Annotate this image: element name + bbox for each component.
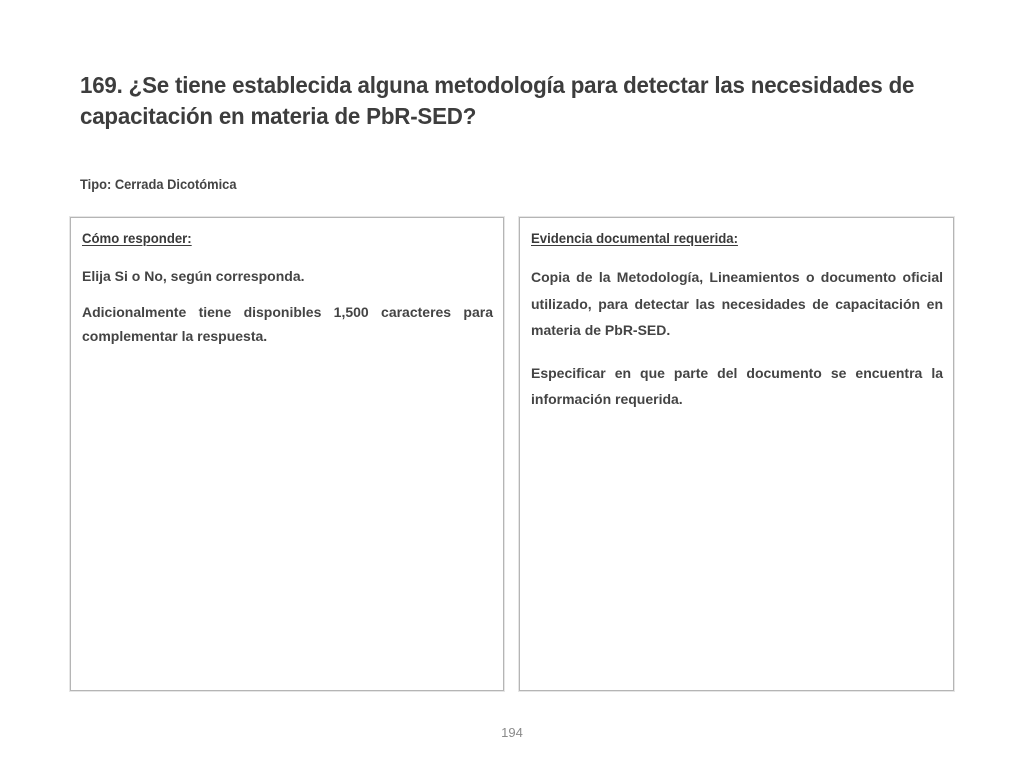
how-to-answer-additional: Adicionalmente tiene disponibles 1,500 caracteres para complementar la respuesta. [82,304,493,344]
required-evidence-heading: Evidencia documental requerida: [531,230,738,246]
required-evidence-panel [519,217,954,691]
how-to-answer-panel [70,217,504,691]
how-to-answer-instruction: Elija Si o No, según corresponda. [82,268,305,284]
question-title: 169. ¿Se tiene establecida alguna metodología para detectar las necesidades de capacitación en materia de PbR-SED? [80,72,915,129]
how-to-answer-heading: Cómo responder: [82,230,192,246]
required-evidence-document: Copia de la Metodología, Lineamientos o documento oficial utilizado, para detectar las necesidades de capacitación en materia de PbR-SED. [531,269,943,338]
required-evidence-location: Especificar en que parte del documento se encuentra la información requerida. [531,364,943,407]
question-type: Tipo: Cerrada Dicotómica [80,176,237,192]
page-number: 194 [501,725,523,740]
